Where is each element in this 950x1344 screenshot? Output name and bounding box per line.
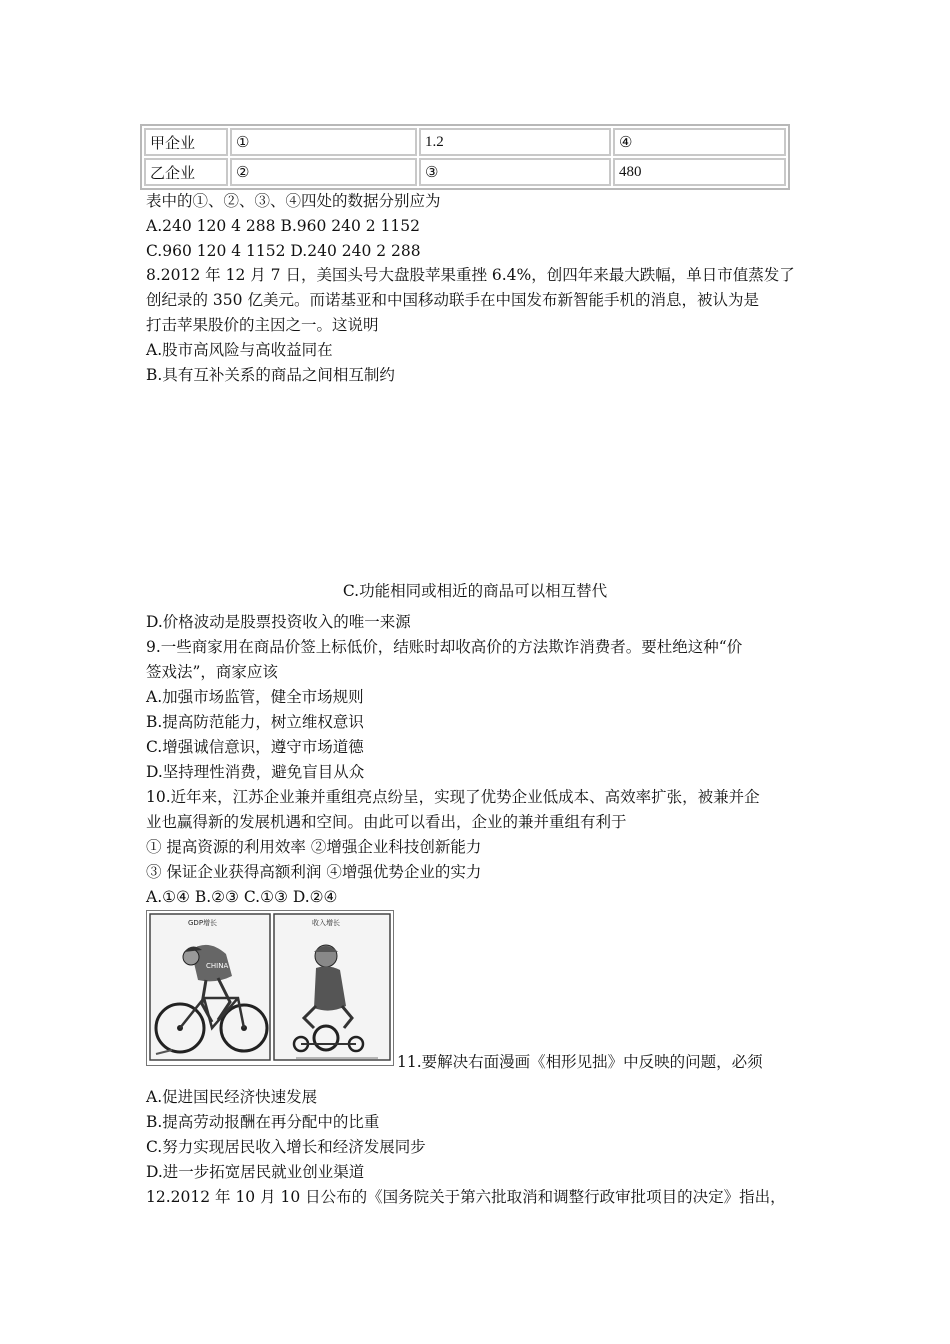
table-row bbox=[144, 128, 786, 156]
q10-items-3-4: ③ 保证企业获得高额利润 ④增强优势企业的实力 bbox=[146, 863, 482, 881]
q8-option-d: D.价格波动是股票投资收入的唯一来源 bbox=[146, 613, 411, 631]
q8-stem-line-2: 创纪录的 350 亿美元。而诺基亚和中国移动联手在中国发布新智能手机的消息，被认为是 bbox=[146, 291, 759, 309]
q11-stem: 11.要解决右面漫画《相形见拙》中反映的问题，必须 bbox=[397, 1053, 763, 1071]
cartoon-right-caption: 收入增长 bbox=[312, 919, 340, 927]
cartoon-left-caption: GDP增长 bbox=[188, 919, 218, 927]
q10-items-1-2: ① 提高资源的利用效率 ②增强企业科技创新能力 bbox=[146, 838, 482, 856]
enterprise-data-table bbox=[140, 124, 790, 190]
q9-stem-line-2: 签戏法”，商家应该 bbox=[146, 663, 278, 681]
q9-option-b: B.提高防范能力，树立维权意识 bbox=[146, 713, 364, 731]
table-cell: ① bbox=[230, 128, 417, 156]
table-cell: ③ bbox=[419, 158, 611, 186]
table-cell: 1.2 bbox=[419, 128, 611, 156]
table-cell: 480 bbox=[613, 158, 786, 186]
q11-option-d: D.进一步拓宽居民就业创业渠道 bbox=[146, 1163, 365, 1181]
table-row bbox=[144, 158, 786, 186]
table-cell: ② bbox=[230, 158, 417, 186]
q8-option-a: A.股市高风险与高收益同在 bbox=[146, 341, 333, 359]
cartoon-image bbox=[146, 910, 394, 1066]
q8-stem-line-3: 打击苹果股价的主因之一。这说明 bbox=[146, 316, 379, 334]
q11-option-c: C.努力实现居民收入增长和经济发展同步 bbox=[146, 1138, 426, 1156]
q9-option-d: D.坚持理性消费，避免盲目从众 bbox=[146, 763, 365, 781]
q7-options-cd: C.960 120 4 1152 D.240 240 2 288 bbox=[146, 242, 421, 260]
q11-option-a: A.促进国民经济快速发展 bbox=[146, 1088, 318, 1106]
q10-options: A.①④ B.②③ C.①③ D.②④ bbox=[146, 888, 338, 906]
q10-stem-line-2: 业也赢得新的发展机遇和空间。由此可以看出，企业的兼并重组有利于 bbox=[146, 813, 627, 831]
q9-stem-line-1: 9.一些商家用在商品价签上标低价，结账时却收高价的方法欺诈消费者。要杜绝这种“价 bbox=[146, 638, 743, 656]
q11-option-b: B.提高劳动报酬在再分配中的比重 bbox=[146, 1113, 380, 1131]
q7-options-ab: A.240 120 4 288 B.960 240 2 1152 bbox=[146, 217, 421, 235]
q8-option-c: C.功能相同或相近的商品可以相互替代 bbox=[342, 582, 608, 600]
table-cell: 甲企业 bbox=[144, 128, 228, 156]
q12-stem-line-1: 12.2012 年 10 月 10 日公布的《国务院关于第六批取消和调整行政审批项目的决定》指出， bbox=[146, 1188, 786, 1206]
q8-option-b: B.具有互补关系的商品之间相互制约 bbox=[146, 366, 395, 384]
q8-stem-line-1: 8.2012 年 12 月 7 日，美国头号大盘股苹果重挫 6.4%，创四年来最大跌幅，单日市值蒸发了 bbox=[146, 266, 795, 284]
table-cell: 乙企业 bbox=[144, 158, 228, 186]
q9-option-c: C.增强诚信意识，遵守市场道德 bbox=[146, 738, 364, 756]
q9-option-a: A.加强市场监管，健全市场规则 bbox=[146, 688, 364, 706]
cartoon-jersey-text: CHINA bbox=[206, 962, 229, 970]
q10-stem-line-1: 10.近年来，江苏企业兼并重组亮点纷呈，实现了优势企业低成本、高效率扩张，被兼并企 bbox=[146, 788, 760, 806]
table-cell: ④ bbox=[613, 128, 786, 156]
q7-stem: 表中的①、②、③、④四处的数据分别应为 bbox=[146, 192, 441, 210]
